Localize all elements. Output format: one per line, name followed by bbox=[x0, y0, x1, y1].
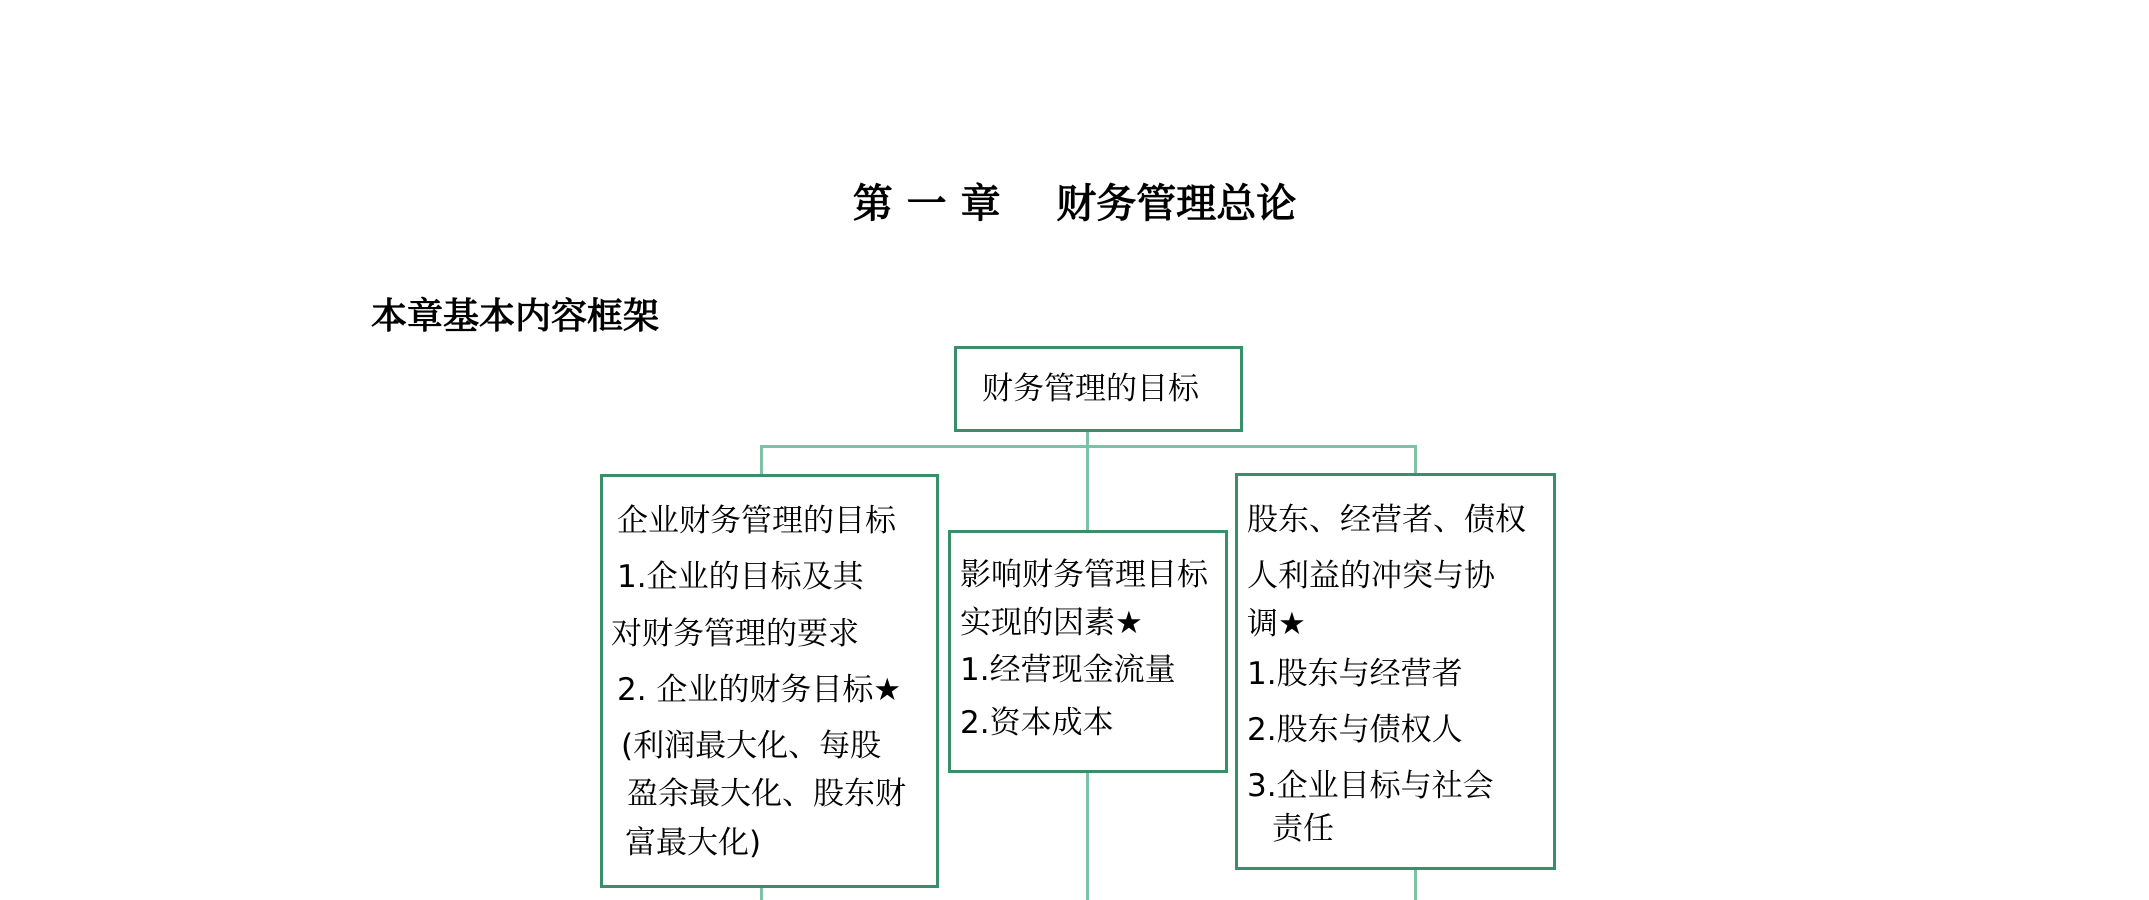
influencing-factors-box bbox=[948, 530, 1228, 773]
enterprise-goal-line: (利润最大化、每股 bbox=[621, 728, 882, 764]
enterprise-goal-line: 企业财务管理的目标 bbox=[617, 503, 896, 539]
root-goal-box bbox=[954, 346, 1243, 432]
stakeholder-conflict-line: 3.企业目标与社会 bbox=[1247, 768, 1494, 804]
chapter-title: 第 一 章 财务管理总论 bbox=[852, 181, 1297, 227]
left-drop-connector bbox=[760, 445, 763, 475]
influencing-factors-line: 实现的因素★ bbox=[960, 605, 1143, 641]
enterprise-goal-line: 对财务管理的要求 bbox=[611, 616, 859, 652]
stakeholder-conflict-line: 股东、经营者、债权 bbox=[1247, 502, 1526, 538]
left-bottom-connector bbox=[760, 888, 763, 900]
right-drop-connector bbox=[1414, 445, 1417, 475]
horizontal-branch-connector bbox=[760, 445, 1417, 448]
stakeholder-conflict-line: 调★ bbox=[1247, 606, 1306, 642]
influencing-factors-line: 影响财务管理目标 bbox=[960, 557, 1208, 593]
root-goal-label: 财务管理的目标 bbox=[982, 371, 1199, 407]
stakeholder-conflict-line: 1.股东与经营者 bbox=[1247, 656, 1463, 692]
enterprise-goal-box bbox=[600, 474, 939, 888]
influencing-factors-line: 2.资本成本 bbox=[960, 705, 1114, 741]
enterprise-goal-line: 2. 企业的财务目标★ bbox=[617, 672, 902, 708]
right-bottom-connector bbox=[1414, 870, 1417, 900]
stakeholder-conflict-box bbox=[1235, 473, 1556, 870]
section-heading: 本章基本内容框架 bbox=[371, 296, 660, 337]
stakeholder-conflict-line: 人利益的冲突与协 bbox=[1247, 558, 1495, 594]
enterprise-goal-line: 盈余最大化、股东财 bbox=[627, 776, 906, 812]
enterprise-goal-line: 1.企业的目标及其 bbox=[617, 559, 864, 595]
enterprise-goal-line: 富最大化) bbox=[625, 825, 762, 861]
stakeholder-conflict-line: 责任 bbox=[1272, 811, 1334, 847]
influencing-factors-line: 1.经营现金流量 bbox=[960, 652, 1176, 688]
stakeholder-conflict-line: 2.股东与债权人 bbox=[1247, 712, 1463, 748]
